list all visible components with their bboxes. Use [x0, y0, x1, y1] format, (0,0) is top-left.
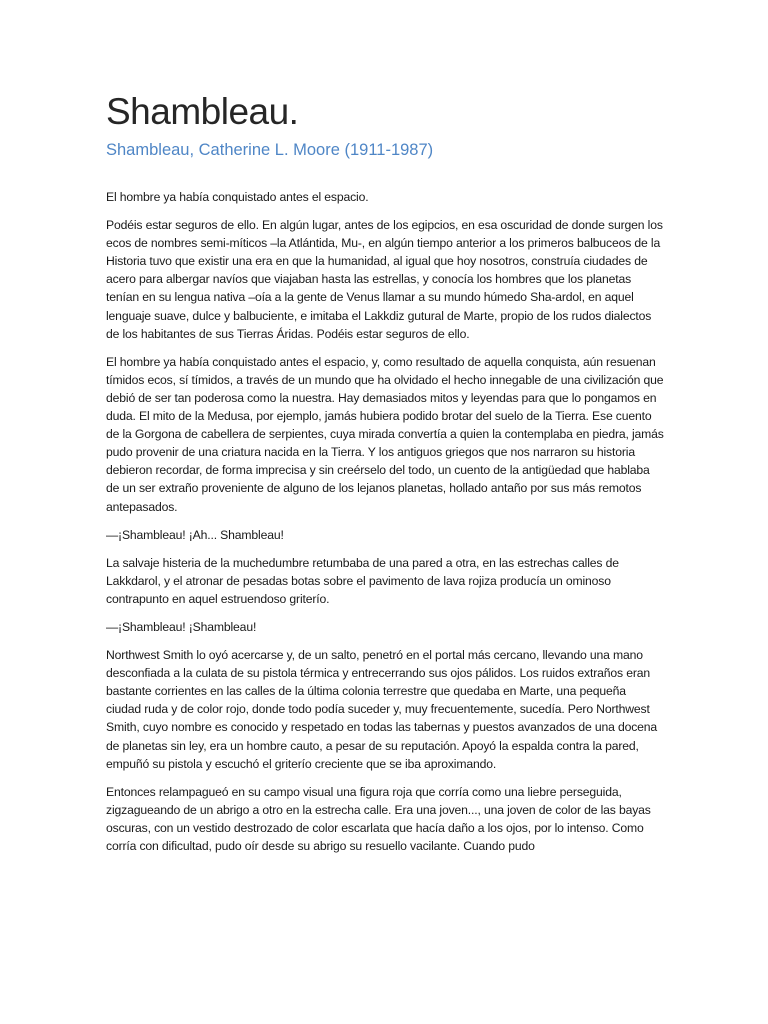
document-body	[106, 188, 664, 865]
paragraph-2: Podéis estar seguros de ello. En algún lugar, antes de los egipcios, en esa oscuridad de donde surgen los ecos de nombres semi-míticos –la Atlántida, Mu-, en algún tiempo anterior a los primeros balbuceos de la Historia tuvo que existir una era en que la humanidad, al igual que hoy nosotros, construía ciudades de acero para albergar navíos que viajaban hasta las estrellas, y conocía los hombres que los planetas tenían en su lengua nativa –oía a la gente de Venus llamar a su mundo húmedo Sha-ardol, en aquel lenguaje suave, dulce y balbuciente, e imitaba el Lakkdiz gutural de Marte, propio de los rudos dialectos de los habitantes de sus Tierras Áridas. Podéis estar seguros de ello.	[106, 218, 663, 341]
paragraph-4: —¡Shambleau! ¡Ah... Shambleau!	[106, 527, 284, 542]
document-title: Shambleau.	[106, 91, 299, 132]
paragraph-8: Entonces relampagueó en su campo visual una figura roja que corría como una liebre perseguida, zigzagueando de un abrigo a otro en la estrecha calle. Era una joven..., una joven de color de las bayas oscuras, con un vestido destrozado de color escarlata que hacía daño a los ojos, por lo intenso. Como corría con dificultad, pudo oír desde su abrigo su resuello vacilante. Cuando pudo	[106, 784, 651, 853]
document-subtitle: Shambleau, Catherine L. Moore (1911-1987)	[106, 141, 434, 159]
paragraph-3: El hombre ya había conquistado antes el espacio, y, como resultado de aquella conquista, aún resuenan tímidos ecos, sí tímidos, a través de un mundo que ha olvidado el hecho innegable de una civilización que debió de ser tan poderosa como la nuestra. Hay demasiados mitos y leyendas para que lo pongamos en duda. El mito de la Medusa, por ejemplo, jamás hubiera podido brotar del suelo de la Tierra. Ese cuento de la Gorgona de cabellera de serpientes, cuya mirada convertía a quien la contemplaba en piedra, jamás pudo provenir de una criatura nacida en la Tierra. Y los antiguos griegos que nos narraron su historia debieron recordar, de forma imprecisa y sin creérselo del todo, un cuento de la antigüedad que hablaba de un ser extraño proveniente de alguno de los lejanos planetas, hollado antaño por sus más remotos antepasados.	[106, 354, 664, 514]
paragraph-7: Northwest Smith lo oyó acercarse y, de un salto, penetró en el portal más cercano, llevando una mano desconfiada a la culata de su pistola térmica y entrecerrando sus ojos pálidos. Los ruidos extraños eran bastante corrientes en las calles de la última colonia terrestre que quedaba en Marte, una pequeña ciudad ruda y de color rojo, donde todo podía suceder y, muy frecuentemente, sucedía. Pero Northwest Smith, cuyo nombre es conocido y respetado en todas las tabernas y puestos avanzados de una docena de planetas sin ley, era un hombre cauto, a pesar de su reputación. Apoyó la espalda contra la pared, empuñó su pistola y escuchó el griterío creciente que se iba aproximando.	[106, 648, 658, 771]
paragraph-5: La salvaje histeria de la muchedumbre retumbaba de una pared a otra, en las estrechas calles de Lakkdarol, y el atronar de pesadas botas sobre el pavimento de lava rojiza producía un ominoso contrapunto en aquel estruendoso griterío.	[106, 555, 619, 606]
paragraph-1: El hombre ya había conquistado antes el espacio.	[106, 190, 369, 204]
paragraph-6: —¡Shambleau! ¡Shambleau!	[106, 619, 257, 634]
